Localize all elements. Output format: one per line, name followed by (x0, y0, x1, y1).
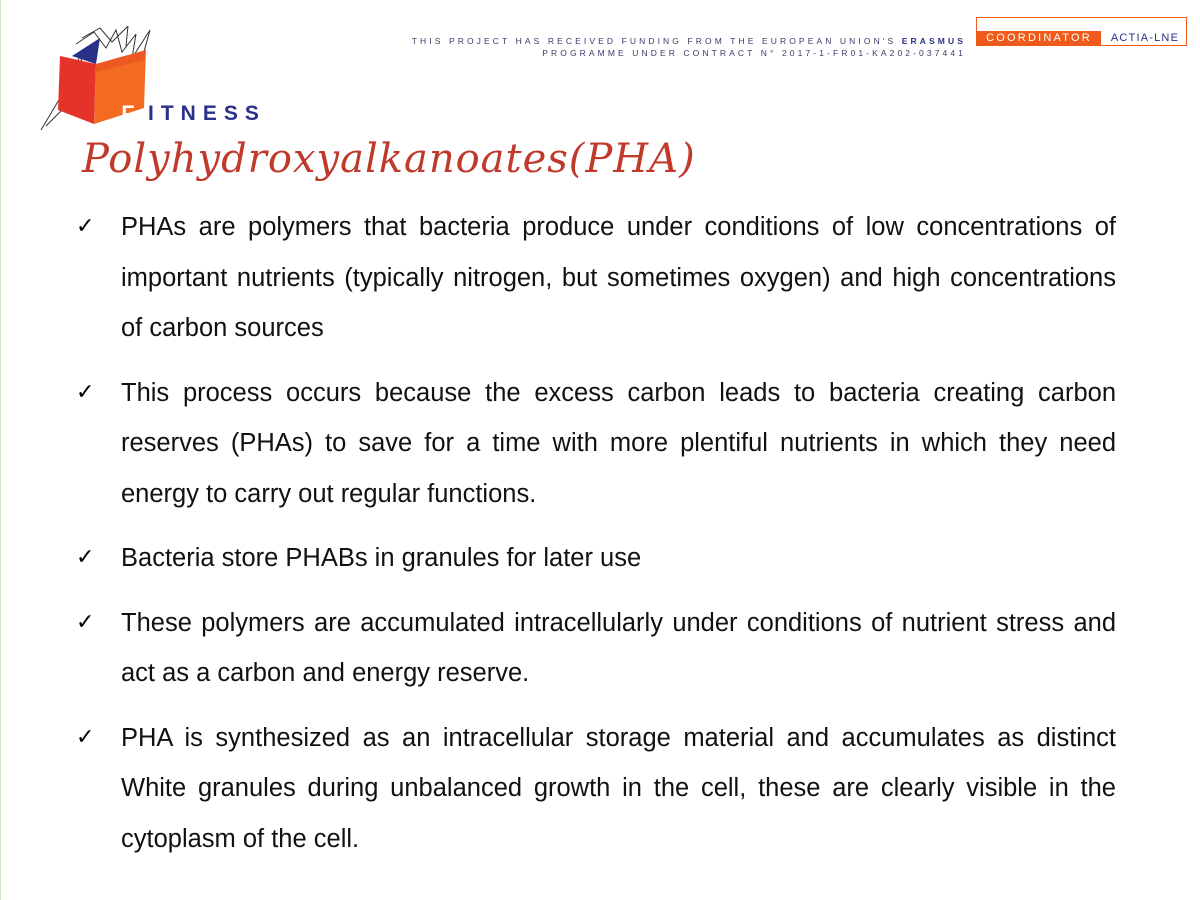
check-icon: ✓ (76, 379, 95, 405)
bullet-text: PHA is synthesized as an intracellular storage material and accumulates as distinct White granules during unbalanced growth in the cell, these are clearly visible in the cytoplasm of the cell. (121, 723, 1116, 853)
check-icon: ✓ (76, 214, 95, 239)
slide-title: Polyhydroxyalkanoates(PHA) (82, 136, 696, 182)
funding-line2: PROGRAMME UNDER CONTRACT N° 2017-1-FR01-KA202-037441 (542, 48, 966, 58)
check-icon: ✓ (76, 724, 95, 750)
bullet-text: Bacteria store PHABs in granules for later use (121, 544, 642, 572)
bullet-list (76, 202, 1116, 878)
logo-wordmark: ITNESS (148, 102, 266, 125)
bullet-text: This process occurs because the excess carbon leads to bacteria creating carbon reserves (PHAs) to save for a time with more plentiful nutrients in which they need energy to carry out regular functions. (121, 378, 1116, 508)
coordinator-label: COORDINATOR (977, 31, 1101, 46)
logo-letter: F (121, 101, 135, 126)
check-icon: ✓ (76, 609, 95, 635)
funding-emphasis: ERASMUS (901, 36, 966, 46)
bullet-item (76, 598, 1116, 699)
bullet-item (76, 713, 1116, 865)
bullet-text: PHAs are polymers that bacteria produce under conditions of low concentrations of important nutrients (typically nitrogen, but sometimes oxygen) and high concentrations of carbon sources (121, 213, 1116, 342)
fitness-logo (36, 26, 276, 134)
bullet-item (76, 368, 1116, 520)
check-icon: ✓ (76, 545, 95, 570)
page-edge-rule (0, 0, 1, 900)
coordinator-org: ACTIA-LNE (1110, 32, 1180, 44)
funding-notice (412, 35, 966, 59)
funding-line1: THIS PROJECT HAS RECEIVED FUNDING FROM THE EUROPEAN UNION'S (411, 36, 897, 46)
bullet-item (76, 533, 1116, 584)
bullet-text: These polymers are accumulated intracellularly under conditions of nutrient stress and act as a carbon and energy reserve. (121, 608, 1116, 687)
bullet-item (76, 202, 1116, 354)
